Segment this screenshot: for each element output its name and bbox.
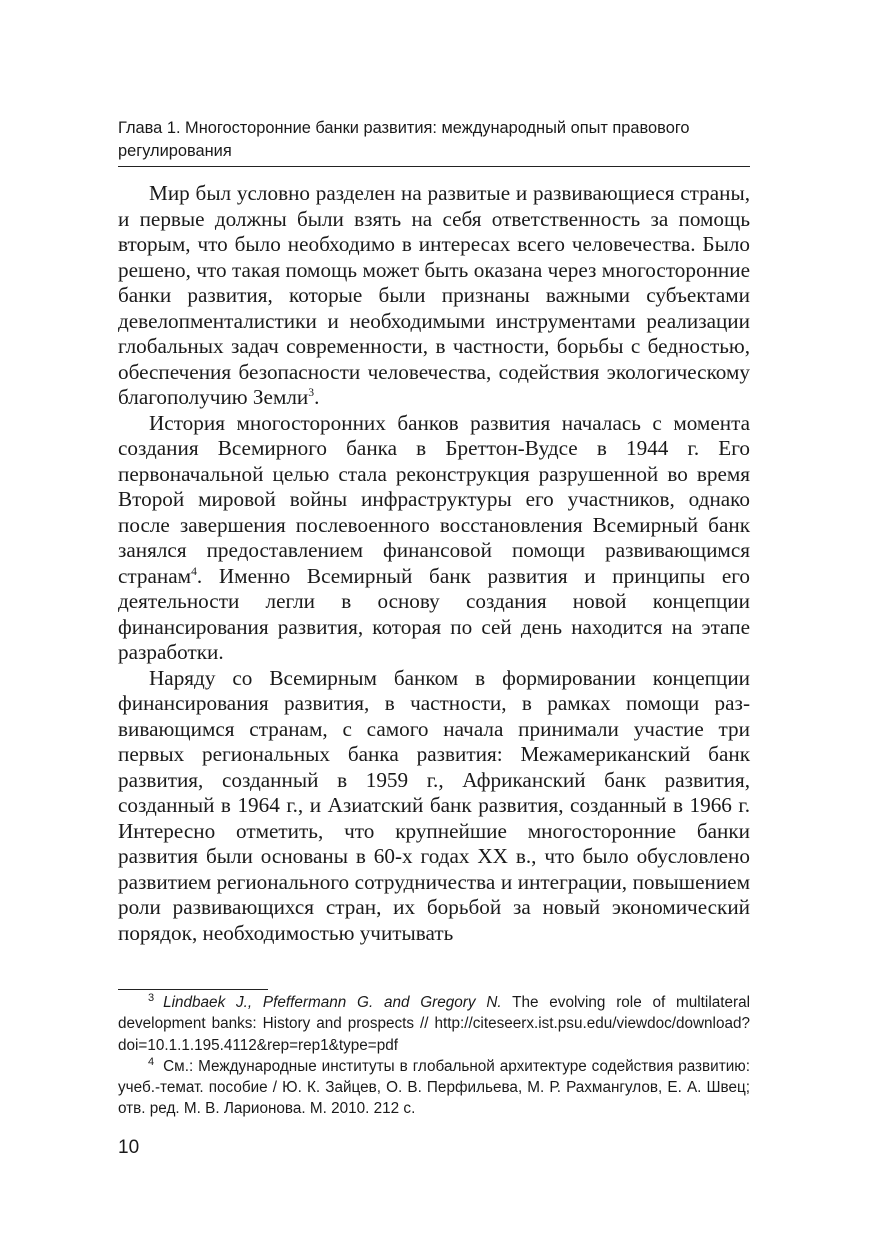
header-divider xyxy=(118,166,750,167)
footnote-number: 3 xyxy=(148,991,155,1004)
main-text xyxy=(118,181,750,946)
running-header: Глава 1. Многосторонние банки развития: международный опыт правового регулирования xyxy=(118,119,690,160)
paragraph: Наряду со Всемирным банком в формировании концепции финансирования развития, в частности, в рамках помощи развивающимся странам, с самого начала принимали участие три первых региональных банка развития: Межамериканский банк развития, созданный в 1959 г., Африканский банк развития, созданный в 1964 г., и Азиатский банк развития, созданный в 1966 г. Интересно отметить, что крупнейшие многосторонние банки развития были основаны в 60-х годах XX в., что было обусловлено развитием регионального сотрудничества и интеграции, повышением роли развивающихся стран, их борьбой за новый экономический порядок, необходимостью учитывать xyxy=(118,665,750,945)
footnote-divider xyxy=(118,989,268,990)
footnote-number: 4 xyxy=(148,1055,155,1068)
paragraph: История многосторонних банков развития началась с момента создания Всемирного банка в Бреттон-Вудсе в 1944 г. Его первоначальной целью стала реконструкция разрушенной во время Второй мировой войны инфраструктуры его участников, однако после завершения послевоенного восстановления Всемирный банк занялся предоставлением финансовой помощи развивающимся странам$^4$. Именно Всемирный банк развития и принципы его деятельности легли в основу создания новой концепции финансирования развития, которая по сей день находится на этапе разработки. xyxy=(118,410,750,664)
paragraph: Мир был условно разделен на развитые и развивающиеся страны, и первые должны были взять на себя ответственность за помощь вторым, что было необходимо в интересах всего человечества. Было решено, что такая помощь может быть оказана через многосторонние банки развития, которые были признаны важными субъектами девелопменталистики и необходимыми инструментами реализации глобальных задач современности, в частности, борьбы с бедностью, обеспечения безопасности человечества, содействия экологическому благополучию Земли$^3$. xyxy=(118,181,750,409)
footnote xyxy=(118,992,750,1056)
footnote xyxy=(118,1056,750,1120)
footnote-ref[interactable]: 4 xyxy=(191,564,197,578)
footnote-text: The evolving role of multilateral development banks: History and prospects // http://citeseerx.ist.psu.edu/viewdoc/download?doi=10.1.1.195.4112&rep=rep1&type=pdf xyxy=(118,994,750,1054)
footnotes xyxy=(118,992,750,1120)
footnote-ref[interactable]: 3 xyxy=(308,385,315,399)
footnote-text: См.: Международные институты в глобальной архитектуре содействия развитию: учеб.-темат. пособие / Ю. К. Зайцев, О. В. Перфильева, М. Р. Рахмангулов, Е. А. Швец; отв. ред. М. В. Ларионова. М. 2010. 212 с. xyxy=(118,1057,750,1118)
book-page xyxy=(118,0,750,1258)
footnote-authors: Lindbaek J., Pfeffermann G. and Gregory N. xyxy=(163,994,502,1011)
page-number: 10 xyxy=(118,1137,140,1158)
